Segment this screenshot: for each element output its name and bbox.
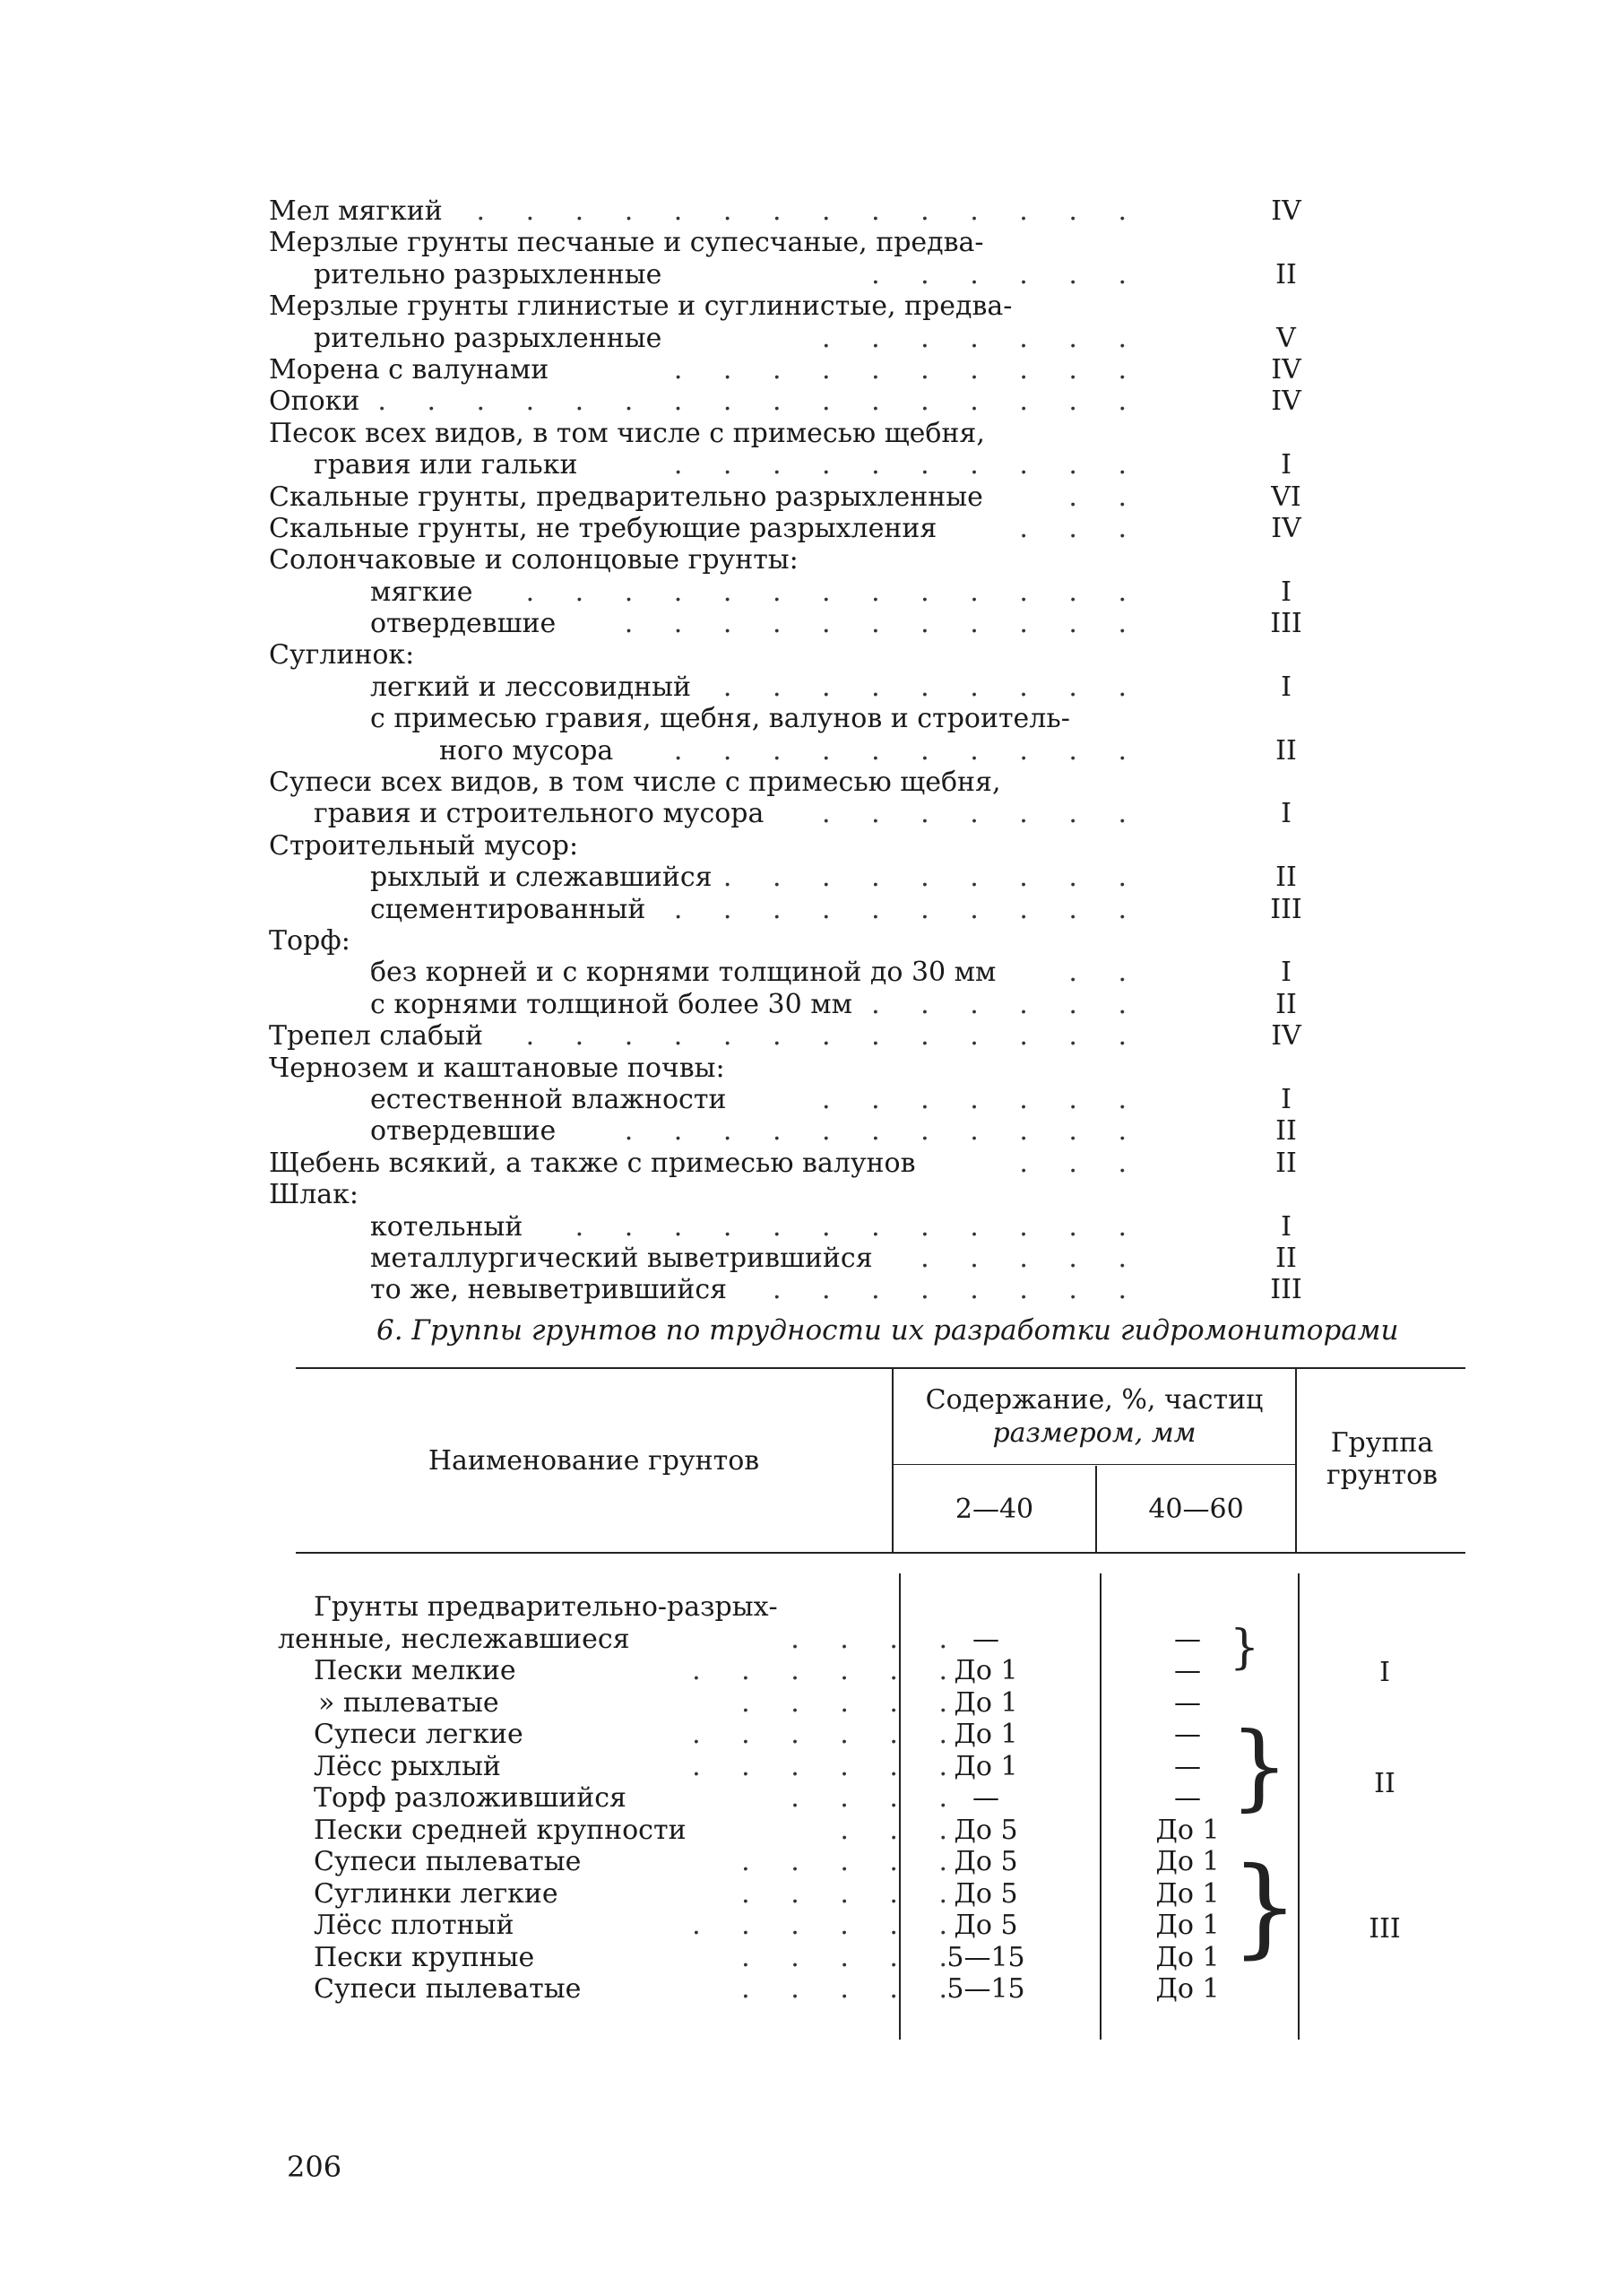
list-item-text: Скальные грунты, предварительно разрыхленные bbox=[269, 481, 983, 513]
soil-name: Пески мелкие bbox=[314, 1655, 516, 1686]
leader-dots: . . . bbox=[1019, 512, 1143, 544]
brace-group-2: } bbox=[1230, 1711, 1290, 1821]
soil-name: Супеси пылеватые bbox=[314, 1973, 582, 2005]
list-item bbox=[269, 1084, 1461, 1115]
list-item-text: мягкие bbox=[370, 576, 473, 608]
leader-dots: . . . . . . bbox=[692, 1750, 963, 1782]
soil-name: Грунты предварительно-разрых- bbox=[314, 1591, 778, 1623]
soil-name: Супеси легкие bbox=[314, 1719, 523, 1750]
soil-name: Лёсс рыхлый bbox=[314, 1750, 501, 1782]
list-item-group: IV bbox=[1271, 353, 1301, 386]
table-row bbox=[269, 1815, 1470, 1847]
leader-dots: . . . . . . . . . . bbox=[673, 353, 1143, 386]
list-item bbox=[269, 957, 1461, 988]
leader-dots: . . . . . . . bbox=[822, 322, 1143, 354]
list-item-text: Мерзлые грунты глинистые и суглинистые, предва- bbox=[269, 290, 1013, 323]
leader-dots: . . . . . . . . . . . . bbox=[575, 1210, 1143, 1243]
list-item-text: рительно разрыхленные bbox=[314, 258, 662, 290]
list-item-text: Мерзлые грунты песчаные и супесчаные, предва- bbox=[269, 227, 984, 259]
soil-name: Пески крупные bbox=[314, 1941, 535, 1973]
leader-dots: . . . . . bbox=[741, 1877, 963, 1910]
list-item-group: II bbox=[1275, 734, 1297, 767]
soil-name: ленные, неслежавшиеся bbox=[278, 1623, 630, 1655]
list-item bbox=[269, 639, 1461, 671]
list-item-group: II bbox=[1275, 1147, 1297, 1179]
list-item-text: Скальные грунты, не требующие разрыхления bbox=[269, 512, 937, 544]
leader-dots: . . . . . . . . . . . bbox=[624, 608, 1143, 640]
leader-dots: . . . . . . bbox=[871, 258, 1143, 290]
list-item bbox=[269, 830, 1461, 862]
list-item bbox=[269, 1211, 1461, 1243]
list-item-group: II bbox=[1275, 258, 1297, 290]
leader-dots: . . bbox=[1068, 957, 1143, 989]
list-item bbox=[269, 544, 1461, 576]
leader-dots: . . . . . . . . . . . . . . . . bbox=[377, 386, 1143, 418]
list-item bbox=[269, 608, 1461, 639]
list-item-group: I bbox=[1281, 1210, 1292, 1243]
list-item-text: легкий и лессовидный bbox=[370, 671, 692, 703]
list-item-text: рыхлый и слежавшийся bbox=[370, 862, 713, 894]
content-40-60: — bbox=[1174, 1782, 1201, 1814]
table-caption: 6. Группы грунтов по трудности их разработки гидромониторами bbox=[376, 1314, 1399, 1347]
list-item-text: Мел мягкий bbox=[269, 195, 443, 227]
leader-dots: . . . . . . . . . . bbox=[673, 893, 1143, 925]
list-item bbox=[269, 1020, 1461, 1052]
list-item bbox=[269, 449, 1461, 481]
content-40-60: — bbox=[1174, 1686, 1201, 1719]
list-item-text: Щебень всякий, а также с примесью валунов bbox=[269, 1147, 916, 1179]
list-item-group: IV bbox=[1271, 1020, 1301, 1053]
leader-dots: . . . . . . bbox=[871, 988, 1143, 1020]
leader-dots: . . . . . . bbox=[692, 1719, 963, 1750]
list-item bbox=[269, 894, 1461, 925]
list-item-text: с примесью гравия, щебня, валунов и строитель- bbox=[370, 703, 1070, 735]
list-item-text: Трепел слабый bbox=[269, 1020, 483, 1053]
table-row bbox=[269, 1655, 1470, 1687]
soil-name: Суглинки легкие bbox=[314, 1877, 558, 1910]
table-row bbox=[269, 1751, 1470, 1783]
list-item-group: II bbox=[1275, 862, 1297, 894]
table-row bbox=[269, 1687, 1470, 1720]
header-sub-col-1: 2—40 bbox=[955, 1494, 1034, 1525]
list-item-text: рительно разрыхленные bbox=[314, 322, 662, 354]
list-item-group: I bbox=[1281, 1083, 1292, 1115]
list-item-text: отвердевшие bbox=[370, 608, 557, 640]
list-item-group: II bbox=[1275, 1115, 1297, 1148]
list-item-text: ного мусора bbox=[439, 734, 614, 767]
group-value-3: III bbox=[1369, 1913, 1401, 1945]
list-item-text: Морена с валунами bbox=[269, 353, 549, 386]
leader-dots: . . . . . . . . . . . . . bbox=[525, 1020, 1143, 1053]
content-2-40: До 5 bbox=[954, 1814, 1018, 1846]
content-40-60: — bbox=[1174, 1655, 1201, 1686]
list-item-text: Песок всех видов, в том числе с примесью щебня, bbox=[269, 417, 985, 449]
soil-name: Супеси пылеватые bbox=[314, 1846, 582, 1877]
list-item bbox=[269, 418, 1461, 449]
table-subheader-rule bbox=[894, 1464, 1295, 1465]
content-2-40: 5—15 bbox=[946, 1973, 1025, 2005]
list-item-text: Шлак: bbox=[269, 1179, 359, 1211]
list-item-text: котельный bbox=[370, 1210, 523, 1243]
list-item bbox=[269, 798, 1461, 829]
list-item-group: IV bbox=[1271, 386, 1301, 418]
content-40-60: До 1 bbox=[1155, 1973, 1220, 2005]
table-row bbox=[269, 1719, 1470, 1751]
content-2-40: До 1 bbox=[954, 1750, 1018, 1782]
leader-dots: . . . . . . bbox=[692, 1655, 963, 1686]
header-group-line-1: Группа bbox=[1330, 1427, 1434, 1459]
leader-dots: . . . bbox=[840, 1814, 963, 1846]
list-item-group: III bbox=[1270, 608, 1302, 640]
list-item-text: с корнями толщиной более 30 мм bbox=[370, 988, 852, 1020]
leader-dots: . . . . . . . . . . bbox=[673, 449, 1143, 481]
leader-dots: . . . . . . . bbox=[822, 1083, 1143, 1115]
list-item bbox=[269, 1274, 1461, 1305]
list-item bbox=[269, 481, 1461, 513]
brace-group-3: } bbox=[1231, 1845, 1300, 1970]
soil-name: Торф разложившийся bbox=[314, 1782, 626, 1814]
list-item bbox=[269, 862, 1461, 893]
content-2-40: До 5 bbox=[954, 1910, 1018, 1941]
list-item-group: III bbox=[1270, 1274, 1302, 1306]
leader-dots: . . . . bbox=[791, 1623, 963, 1655]
header-name-column: Наименование грунтов bbox=[428, 1445, 760, 1477]
leader-dots: . . . . bbox=[791, 1782, 963, 1814]
list-item-group: VI bbox=[1271, 481, 1301, 513]
leader-dots: . . . . . bbox=[741, 1846, 963, 1877]
content-2-40: 5—15 bbox=[946, 1941, 1025, 1973]
leader-dots: . . . . . . . . . . . . . bbox=[525, 576, 1143, 608]
soil-name: Лёсс плотный bbox=[314, 1910, 514, 1941]
list-item-text: отвердевшие bbox=[370, 1115, 557, 1148]
list-item bbox=[269, 1243, 1461, 1274]
list-item-group: IV bbox=[1271, 195, 1301, 227]
list-item bbox=[269, 386, 1461, 417]
group-value-2: II bbox=[1374, 1768, 1395, 1799]
leader-dots: . . bbox=[1068, 481, 1143, 513]
leader-dots: . . . . . . bbox=[692, 1910, 963, 1941]
list-item bbox=[269, 767, 1461, 798]
list-item-group: I bbox=[1281, 957, 1292, 989]
list-item bbox=[269, 1115, 1461, 1147]
list-item bbox=[269, 195, 1461, 227]
content-2-40: До 1 bbox=[954, 1719, 1018, 1750]
content-2-40: — bbox=[972, 1782, 999, 1814]
leader-dots: . . . . . . . . . bbox=[722, 671, 1143, 703]
list-item-text: Солончаковые и солонцовые грунты: bbox=[269, 544, 799, 576]
content-40-60: До 1 bbox=[1155, 1814, 1220, 1846]
list-item-text: то же, невыветрившийся bbox=[370, 1274, 728, 1306]
content-40-60: До 1 bbox=[1155, 1877, 1220, 1910]
list-item-group: II bbox=[1275, 988, 1297, 1020]
list-item-text: сцементированный bbox=[370, 893, 646, 925]
leader-dots: . . . . . bbox=[741, 1941, 963, 1973]
list-item bbox=[269, 925, 1461, 957]
list-item bbox=[269, 989, 1461, 1020]
header-sub-col-2: 40—60 bbox=[1148, 1494, 1244, 1525]
group-value-1: I bbox=[1379, 1657, 1390, 1688]
leader-dots: . . . bbox=[1019, 1147, 1143, 1179]
list-item-group: I bbox=[1281, 576, 1292, 608]
list-item-text: естественной влажности bbox=[370, 1083, 727, 1115]
list-item-text: гравия и строительного мусора bbox=[314, 798, 765, 830]
list-item-text: металлургический выветрившийся bbox=[370, 1242, 873, 1274]
content-2-40: До 5 bbox=[954, 1846, 1018, 1877]
list-item-group: I bbox=[1281, 798, 1292, 830]
list-item bbox=[269, 1148, 1461, 1179]
list-item bbox=[269, 227, 1461, 258]
list-item-group: IV bbox=[1271, 512, 1301, 544]
list-item-group: III bbox=[1270, 893, 1302, 925]
list-item bbox=[269, 1179, 1461, 1210]
content-40-60: — bbox=[1174, 1719, 1201, 1750]
list-item-group: I bbox=[1281, 449, 1292, 481]
content-40-60: — bbox=[1174, 1623, 1201, 1655]
content-2-40: До 1 bbox=[954, 1686, 1018, 1719]
header-content-line-1: Содержание, %, частиц bbox=[925, 1384, 1264, 1416]
content-40-60: До 1 bbox=[1155, 1846, 1220, 1877]
brace-group-1: } bbox=[1230, 1621, 1260, 1675]
list-item-text: Суглинок: bbox=[269, 639, 415, 671]
table-row bbox=[269, 1782, 1470, 1815]
content-40-60: До 1 bbox=[1155, 1941, 1220, 1973]
list-item-text: Супеси всех видов, в том числе с примесью щебня, bbox=[269, 767, 1001, 799]
list-item bbox=[269, 576, 1461, 608]
list-item-text: без корней и с корнями толщиной до 30 мм bbox=[370, 957, 997, 989]
table-row bbox=[269, 1591, 1470, 1624]
leader-dots: . . . . . bbox=[920, 1242, 1143, 1274]
list-item bbox=[269, 354, 1461, 386]
leader-dots: . . . . . . . . . . . . . . bbox=[476, 195, 1143, 227]
leader-dots: . . . . . bbox=[741, 1686, 963, 1719]
content-2-40: — bbox=[972, 1623, 999, 1655]
leader-dots: . . . . . . . bbox=[822, 798, 1143, 830]
table-header-rule bbox=[296, 1552, 1465, 1554]
list-item-group: V bbox=[1276, 322, 1296, 354]
header-group-line-2: грунтов bbox=[1326, 1460, 1439, 1491]
list-item bbox=[269, 1053, 1461, 1084]
content-2-40: До 5 bbox=[954, 1877, 1018, 1910]
leader-dots: . . . . . . . . bbox=[772, 1274, 1143, 1306]
list-item-text: гравия или гальки bbox=[314, 449, 578, 481]
content-40-60: До 1 bbox=[1155, 1910, 1220, 1941]
list-item bbox=[269, 703, 1461, 734]
leader-dots: . . . . . . . . . . . bbox=[624, 1115, 1143, 1148]
list-item-text: Чернозем и каштановые почвы: bbox=[269, 1052, 725, 1084]
table-row bbox=[269, 1624, 1470, 1656]
list-item-group: I bbox=[1281, 671, 1292, 703]
list-item bbox=[269, 735, 1461, 767]
list-item bbox=[269, 513, 1461, 544]
list-item-text: Торф: bbox=[269, 924, 350, 957]
list-item bbox=[269, 290, 1461, 322]
leader-dots: . . . . . bbox=[741, 1973, 963, 2005]
list-item-text: Опоки bbox=[269, 386, 360, 418]
soil-group-list bbox=[269, 195, 1461, 1306]
list-item-group: II bbox=[1275, 1242, 1297, 1274]
content-2-40: До 1 bbox=[954, 1655, 1018, 1686]
soil-name: Пески средней крупности bbox=[314, 1814, 687, 1846]
leader-dots: . . . . . . . . . bbox=[722, 862, 1143, 894]
table-top-rule bbox=[296, 1367, 1465, 1369]
content-40-60: — bbox=[1174, 1750, 1201, 1782]
header-content-line-2: размером, мм bbox=[992, 1417, 1197, 1449]
leader-dots: . . . . . . . . . . bbox=[673, 734, 1143, 767]
list-item bbox=[269, 259, 1461, 290]
list-item bbox=[269, 671, 1461, 703]
soil-name: » пылеватые bbox=[318, 1686, 499, 1719]
page-number: 206 bbox=[287, 2150, 342, 2184]
list-item bbox=[269, 323, 1461, 354]
list-item-text: Строительный мусор: bbox=[269, 829, 579, 862]
table-row bbox=[269, 1973, 1470, 2006]
